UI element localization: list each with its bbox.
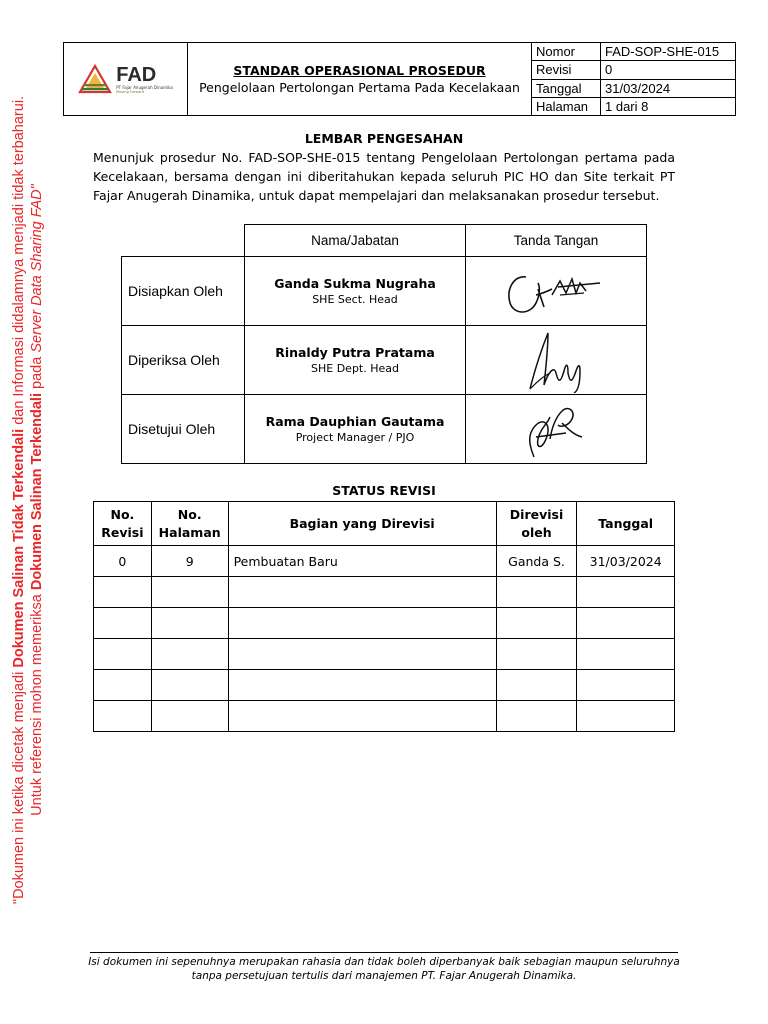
signature-image: [496, 259, 616, 323]
logo-tagline: Moving Forward: [116, 89, 145, 94]
sop-title: STANDAR OPERASIONAL PROSEDUR: [233, 62, 486, 78]
cell-tanggal: [577, 608, 675, 639]
role-label: Diperiksa Oleh: [122, 326, 245, 395]
person-name: Rinaldy Putra Pratama: [275, 345, 435, 360]
signature-corner: [122, 225, 245, 257]
person-title: Project Manager / PJO: [295, 431, 415, 444]
meta-value-halaman: 1 dari 8: [601, 97, 736, 115]
signature-cell: [466, 395, 647, 464]
revision-heading: STATUS REVISI: [332, 483, 436, 498]
meta-label-nomor: Nomor: [532, 43, 601, 61]
meta-value-revisi: 0: [601, 61, 736, 79]
revision-header-row: [94, 502, 675, 546]
signature-cell: [466, 326, 647, 395]
meta-value-nomor: FAD-SOP-SHE-015: [601, 43, 736, 61]
table-row: [94, 608, 675, 639]
controlled-copy-notice: [10, 80, 46, 920]
column-direvisi-oleh: Direvisi oleh: [496, 502, 577, 546]
cell-no-revisi: [94, 701, 152, 732]
cell-tanggal: [577, 639, 675, 670]
notice-italic: Server Data Sharing FAD": [29, 184, 45, 353]
signature-image: [496, 397, 616, 461]
column-no-halaman: No. Halaman: [151, 502, 228, 546]
cell-bagian: [228, 639, 496, 670]
cell-bagian: [228, 670, 496, 701]
cell-direvisi-oleh: Ganda S.: [496, 546, 577, 577]
cell-bagian: Pembuatan Baru: [228, 546, 496, 577]
signature-row: [122, 326, 647, 395]
notice-text: Untuk referensi mohon memeriksa: [29, 590, 45, 816]
company-logo: [64, 64, 187, 94]
notice-line-1: [10, 80, 28, 920]
notice-emphasis: Dokumen Salinan Terkendali: [29, 393, 45, 591]
person-name: Rama Dauphian Gautama: [265, 414, 445, 429]
cell-direvisi-oleh: [496, 639, 577, 670]
table-row: [94, 577, 675, 608]
signature-row: [122, 257, 647, 326]
notice-text: "Dokumen ini ketika dicetak menjadi: [11, 667, 27, 905]
cell-tanggal: 31/03/2024: [577, 546, 675, 577]
logo-brand: FAD: [116, 63, 157, 86]
person-cell: [245, 326, 466, 395]
table-row: [94, 639, 675, 670]
cell-no-halaman: [151, 608, 228, 639]
signature-cell: [466, 257, 647, 326]
column-tanggal: Tanggal: [577, 502, 675, 546]
person-name: Ganda Sukma Nugraha: [274, 276, 436, 291]
cell-no-halaman: [151, 577, 228, 608]
footer-line-2: tanpa persetujuan tertulis dari manajemen PT. Fajar Anugerah Dinamika.: [191, 970, 577, 982]
cell-no-revisi: [94, 639, 152, 670]
person-cell: [245, 395, 466, 464]
confidentiality-footer: [84, 955, 684, 983]
person-cell: [245, 257, 466, 326]
cell-tanggal: [577, 670, 675, 701]
signature-row: [122, 395, 647, 464]
title-cell: [188, 43, 532, 116]
logo-company: PT Fajar Anugerah Dinamika: [116, 84, 173, 90]
cell-no-revisi: [94, 608, 152, 639]
revision-table: [93, 501, 675, 732]
signature-table: [121, 224, 647, 464]
cell-direvisi-oleh: [496, 670, 577, 701]
column-name-title: Nama/Jabatan: [245, 225, 466, 257]
column-signature: Tanda Tangan: [466, 225, 647, 257]
approval-heading: LEMBAR PENGESAHAN: [304, 131, 464, 146]
cell-no-halaman: [151, 701, 228, 732]
approval-intro: Menunjuk prosedur No. FAD-SOP-SHE-015 tentang Pengelolaan Pertolongan pertama pada Kecelakaan, bersama dengan ini diberitahukan kepada seluruh PIC HO dan Site terkait PT Fajar Anugerah Dinamika, untuk dapat mempelajari dan melaksanakan prosedur tersebut.: [93, 150, 675, 203]
cell-no-halaman: [151, 670, 228, 701]
fad-triangle-icon: [78, 64, 112, 94]
cell-direvisi-oleh: [496, 701, 577, 732]
table-row: [94, 546, 675, 577]
cell-direvisi-oleh: [496, 608, 577, 639]
document-header: [63, 42, 736, 116]
cell-no-revisi: [94, 670, 152, 701]
meta-label-halaman: Halaman: [532, 97, 601, 115]
meta-label-tanggal: Tanggal: [532, 79, 601, 97]
footer-line-1: Isi dokumen ini sepenuhnya merupakan rahasia dan tidak boleh diperbanyak baik sebagian maupun seluruhnya: [88, 956, 680, 968]
cell-no-revisi: 0: [94, 546, 152, 577]
footer-divider: [90, 952, 678, 953]
logo-cell: [64, 43, 188, 116]
cell-bagian: [228, 701, 496, 732]
meta-label-revisi: Revisi: [532, 61, 601, 79]
cell-bagian: [228, 577, 496, 608]
notice-emphasis: Dokumen Salinan Tidak Terkendali: [11, 428, 27, 668]
person-title: SHE Sect. Head: [312, 293, 398, 306]
role-label: Disetujui Oleh: [122, 395, 245, 464]
cell-no-halaman: 9: [151, 546, 228, 577]
notice-text: pada: [29, 352, 45, 393]
column-bagian: Bagian yang Direvisi: [228, 502, 496, 546]
cell-direvisi-oleh: [496, 577, 577, 608]
cell-no-revisi: [94, 577, 152, 608]
cell-tanggal: [577, 701, 675, 732]
role-label: Disiapkan Oleh: [122, 257, 245, 326]
person-title: SHE Dept. Head: [311, 362, 399, 375]
table-row: [94, 670, 675, 701]
signature-image: [496, 327, 616, 393]
notice-text: dan Informasi didalamnya menjadi tidak terbaharui.: [11, 95, 27, 429]
table-row: [94, 701, 675, 732]
cell-no-halaman: [151, 639, 228, 670]
meta-value-tanggal: 31/03/2024: [601, 79, 736, 97]
notice-line-2: [28, 80, 46, 920]
column-no-revisi: No. Revisi: [94, 502, 152, 546]
cell-tanggal: [577, 577, 675, 608]
sop-subtitle: Pengelolaan Pertolongan Pertama Pada Kecelakaan: [199, 79, 520, 95]
cell-bagian: [228, 608, 496, 639]
